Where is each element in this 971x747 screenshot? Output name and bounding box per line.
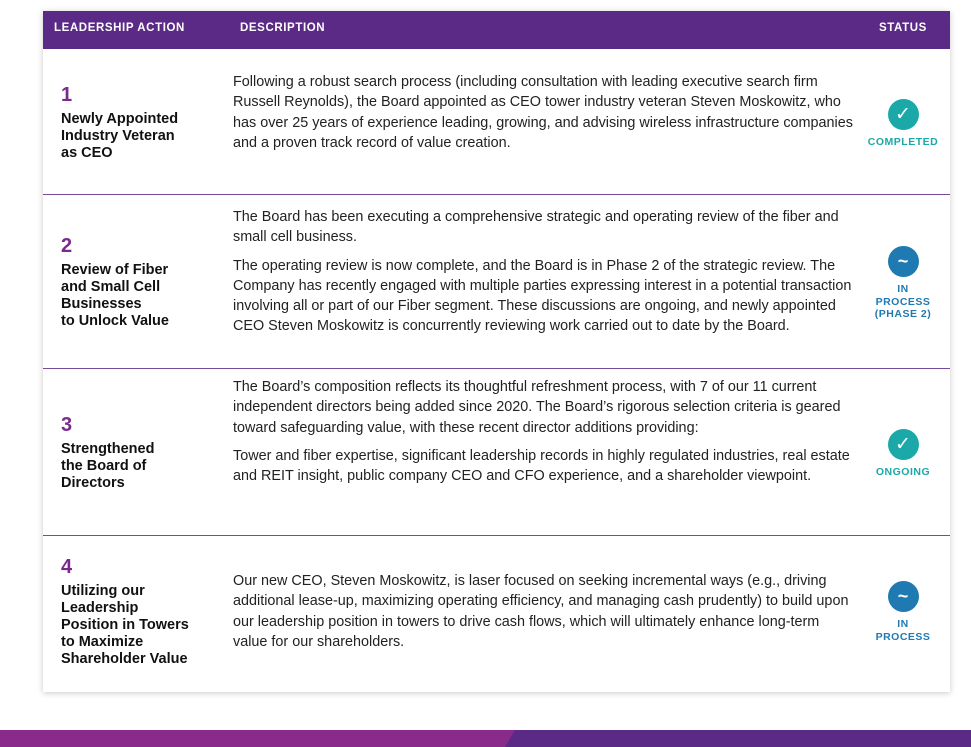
row-description (233, 207, 855, 337)
header-leadership-action: LEADERSHIP ACTION (54, 22, 185, 34)
row-leadership-action (61, 83, 211, 162)
footer-bar-left (0, 730, 515, 747)
status-label: IN PROCESS (875, 618, 931, 643)
row-status (861, 246, 945, 321)
row-title: Strengthened the Board of Directors (61, 441, 155, 491)
description-paragraph: The Board’s composition reflects its thoughtful refreshment process, with 7 of our 11 current independent directors being added since 2020. The Board’s rigorous selection criteria is geared toward safeguarding value, with these recent director additions providing: (233, 379, 841, 436)
row-status (861, 99, 945, 149)
row-description (233, 571, 855, 652)
header-description: DESCRIPTION (240, 22, 326, 34)
description-paragraph: The Board has been executing a comprehensive strategic and operating review of the fiber and small cell business. (233, 209, 839, 246)
table-row (43, 536, 950, 692)
row-title: Newly Appointed Industry Veteran as CEO (61, 111, 179, 161)
status-label: IN PROCESS (PHASE 2) (874, 283, 932, 320)
status-label: ONGOING (875, 466, 931, 478)
table-row (43, 195, 950, 369)
row-title: Review of Fiber and Small Cell Businesses to Unlock Value (61, 262, 169, 329)
row-number: 3 (61, 414, 73, 436)
row-number: 1 (61, 84, 73, 106)
table-header (43, 11, 950, 49)
row-description (233, 377, 855, 486)
footer-bar-right (505, 730, 971, 747)
row-title: Utilizing our Leadership Position in Towers to Maximize Shareholder Value (61, 583, 189, 667)
row-leadership-action (61, 234, 211, 330)
leadership-actions-table (43, 11, 950, 692)
table-row (43, 49, 950, 195)
row-leadership-action (61, 413, 211, 492)
row-status (861, 581, 945, 643)
check-icon: ✓ (888, 99, 919, 130)
status-label: COMPLETED (867, 136, 939, 148)
description-paragraph: Tower and fiber expertise, significant leadership records in highly regulated industries, real estate and REIT insight, public company CEO and CFO experience, and a shareholder viewpoint. (233, 447, 850, 485)
table-row (43, 369, 950, 536)
row-leadership-action (61, 555, 211, 668)
tilde-icon: ~ (888, 246, 919, 277)
row-number: 4 (61, 556, 73, 578)
tilde-icon: ~ (888, 581, 919, 612)
description-paragraph: The operating review is now complete, and the Board is in Phase 2 of the strategic review. The Company has recently engaged with multiple parties expressing interest in a potential transaction involving all or part of our Fiber segment. These discussions are ongoing, and newly appointed CEO Steven Moskowitz is concurrently reviewing work carried out to date by the Board. (233, 257, 852, 335)
description-paragraph: Following a robust search process (including consultation with leading executive search firm Russell Reynolds), the Board appointed as CEO tower industry veteran Steven Moskowitz, who has over 25 years of experience leading, growing, and advising wireless infrastructure companies and a proven track record of value creation. (233, 74, 853, 151)
check-icon: ✓ (888, 429, 919, 460)
row-description (233, 72, 855, 153)
row-status (861, 429, 945, 479)
description-paragraph: Our new CEO, Steven Moskowitz, is laser focused on seeking incremental ways (e.g., driving additional lease-up, maximizing operating efficiency, and managing cash prudently) to build upon our leadership position in towers to drive cash flows, which will ultimately enhance long-term value for our shareholders. (233, 573, 849, 650)
header-status: STATUS (879, 22, 927, 34)
row-number: 2 (61, 235, 73, 257)
